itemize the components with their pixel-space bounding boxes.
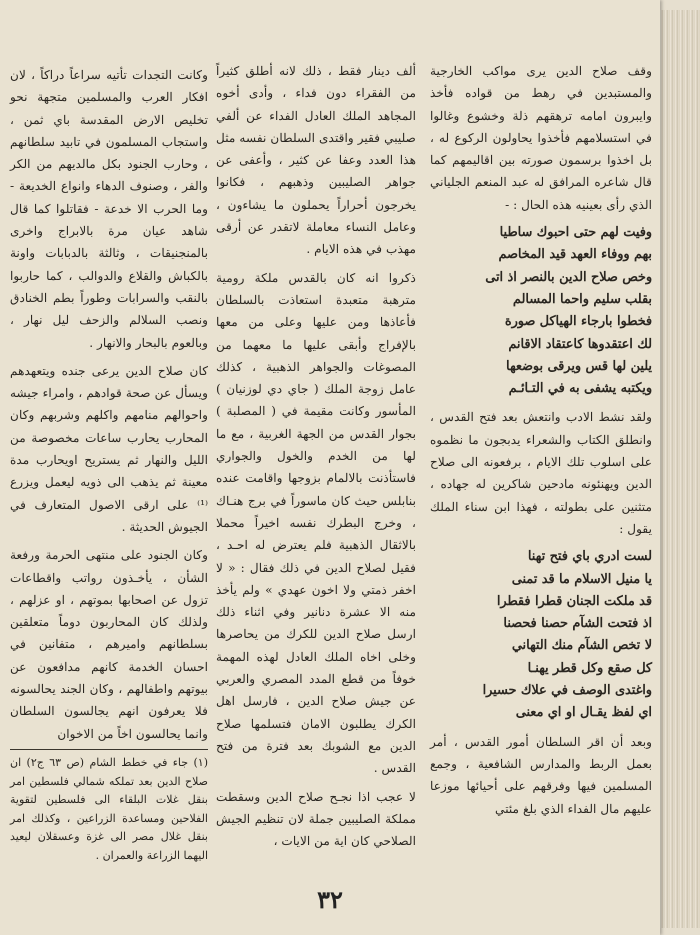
left-paragraph-3: وكان الجنود على منتهى الحرمة ورفعة الشأن ، يأخـذون رواتب واقطاعات تزول عن اصحابها بموتهم ، او عزلهم ، ولذلك كان المحاربون دوماً متعلقين بسلطانهم واميرهم ، متفانين في احسان الخدمة كانهم مدافعون عن بيوتهم واطفالهم ، وكان الجند يحالسونه فلا يعرفون انهم يجالسون السلطان وانما يحالسون اخاً من الاخوان	[10, 548, 208, 741]
poem-line: يلين لها قس ويرقى بوضعها	[506, 358, 652, 374]
poem-line: كل صقع وكل قطر يهنـا	[527, 660, 652, 676]
poem-line: اي لفظ يقـال او اي معنى	[515, 705, 652, 721]
poem-line: اذ فتحت الشآم حصنا فحصنا	[503, 616, 652, 632]
footnote-divider	[10, 749, 208, 750]
right-column	[430, 60, 652, 820]
right-outro-paragraph: وبعد أن اقر السلطان أمور القدس ، أمر بعمل الربط والمدارس الشافعية ، وجمع المسلمين فيها وفرقهم على أحيائها موزعا عليهم مال الفداء الذي بلغ مئتي	[430, 734, 652, 816]
poem-line: قد ملكت الجنان قطرا فقطرا	[496, 593, 652, 609]
poem-line: بهم ووفاء العهد قيد المخاصم	[498, 247, 652, 263]
page-stack-edge	[653, 10, 700, 928]
left-column	[10, 64, 208, 865]
poem-line: بقلب سليم واحما المسالم	[512, 291, 652, 307]
poem-line: واغتدى الوصف في علاك حسيرا	[482, 683, 652, 699]
poem-line: لا تخص الشآم منك التهاني	[511, 638, 652, 654]
right-intro: وقف صلاح الدين يرى مواكب الخارجية والمستبدين في رهط من قواده فأخذ وايبرون امامه ترهقهم ذلة وخشوع وغالوا في استسلامهم فأخذوا يحاولون الركوع له ، بل اخذوا برسمون صورته بين اقاليمهم كما قال شاعره المرافق له عبد المنعم الجلياني الذي رأى بعينيه هذه الحال : -	[430, 64, 652, 212]
poem-line: لك اعتقدوها كاعتقاد الاقانم	[508, 336, 652, 352]
right-middle-paragraph: ولقد نشط الادب وانتعش بعد فتح القدس ، وانطلق الكتاب والشعراء يدبجون ما نظموه على اسلوب تلك الايام ، برفعونه الى صلاح الدين ويهنئونه مادحين شاكرين له جهاده ، متثنين على بطولته ، فهذا ابن سناء الملك يقول :	[430, 410, 652, 536]
middle-paragraph-2: ذكروا انه كان بالقدس ملكة رومية مترهبة متعبدة استعاذت بالسلطان فأعاذها ومن عليها وعلى من معها بالإفراج وأبقى عليها ما معهما من المصوغات والجواهر الذهبية ، كذلك عامل زوجة الملك ( جاي دي لوزنيان ) المأسور وكانت مقيمة في ( المصلبة ) بجوار القدس من الجهة الغربية ، مع ما لها من الخدم والخول والجواري فاستأذنت بالالمام بزوجها واقامت عنده بنابلس حيث كان ماسوراً في برج هنـاك ، وخرج البطرك نفسه اخيراً محملا بالاثقال الذهبية فلم يعترض له احـد ، فقيل لصلاح الدين في ذلك فقال : « لا اخفر ذمتي ولا اخون عهدي » ولم يأخذ منه الا عشرة دنانير وفي اثناء ذلك ارسل صلاح الدين للكرك من يحاصرها وخلى اخاه الملك العادل لهذه المهمة خوفاً من قطع المدد المصري والعربي عن جيش صلاح الدين ، فارسل اهل الكرك يطلبون الامان فتسلمها صلاح الدين مع الشوبك بعد فترة من فتح القدس .	[216, 270, 416, 776]
poem-line: وفيت لهم حتى احبوك ساطيا	[499, 225, 652, 241]
poem-line: ويكتبه يشفى به في التـائـم	[508, 381, 652, 397]
poem-line: وخص صلاح الدين بالنصر اذ اتى	[485, 269, 652, 285]
middle-paragraph-3: لا عجب اذا نجـح صلاح الدين وسقطت مملكة الصليبين جملة لان تنظيم الجيش الصلاحي كان اية من الايات ،	[216, 789, 416, 849]
footnote: (١) جاء في خطط الشام (ص ٦٣ ج٢) ان صلاح الدين بعد تملكه شمالي فلسطين امر بنقل غلات البلقاء الى فلسطين لتقوية الفلاحين ومساعدة الزراعين ، وكذلك امر بنقل غلال مصر الى غزة وعسقلان ليعيد اليهما الزراعة والعمران .	[10, 755, 208, 862]
left-paragraph-1: وكانت التجدات تأتيه سراعاً دراكاً ، لان افكار العرب والمسلمين متجهة نحو تخليص الارض المقدسة باي ثمن ، واستجاب المسلمون في تابيد سلطانهم ، وحارب الجنود بكل مالديهم من الكر والفر ، وصنوف الدهاء وانواع الخديعة - وما الحرب الا خدعة - فقاتلوا كما قال شاهد عيان مرة بالابراج واخرى بالمنجنيقات ، وثالثة بالدبابات واونة بالكباش والقلاع والدوالب ، كما حاربوا بالنقب والسرابات وطوراً بطم الخنادق ونصب السلالم والزحف ليل نهار ، وبالعوم بالبحار والانهار .	[10, 68, 208, 350]
poem-line: لست ادري باي فتح تهنا	[527, 549, 652, 565]
poem-line: يا منيل الاسلام ما قد تمنى	[511, 571, 652, 587]
poem-line: فخطوا بارجاء الهياكل صورة	[504, 314, 652, 330]
left-paragraph-2: كان صلاح الدين يرعى جنده ويتعهدهم ويسأل عن صحة قوادهم ، وامراء جيشه واحوالهم منامهم واكلهم وشربهم وكان المحارب يحارب ساعات مخصوصة من الليل والنهار ثم يستريح اويحارب مدة معينة ثم يذهب الى ذويه ليعمل ويزرع ⁽¹⁾ على ارقى الاصول المتعارف في الجيوش الحديثة .	[10, 363, 208, 534]
middle-column	[216, 60, 416, 852]
page-number: ٣٢	[317, 885, 343, 914]
middle-paragraph-1: ألف دينار فقط ، ذلك لانه أطلق كثيراً من الفقراء دون فداء ، وأدى أخوه المجاهد الملك العادل الفداء عن ألفي صليبي فقير واقتدى السلطان نفسه مثل هذا العدد وعفا عن كثير ، وأعفى عن جواهر الصليبين وذهبهم ، فكانوا يخرجون أحراراً يحملون ما يشاءون ، وعامل النساء معاملة لاتقدر عن أرقى مهذب في هذه الايام .	[216, 64, 416, 257]
